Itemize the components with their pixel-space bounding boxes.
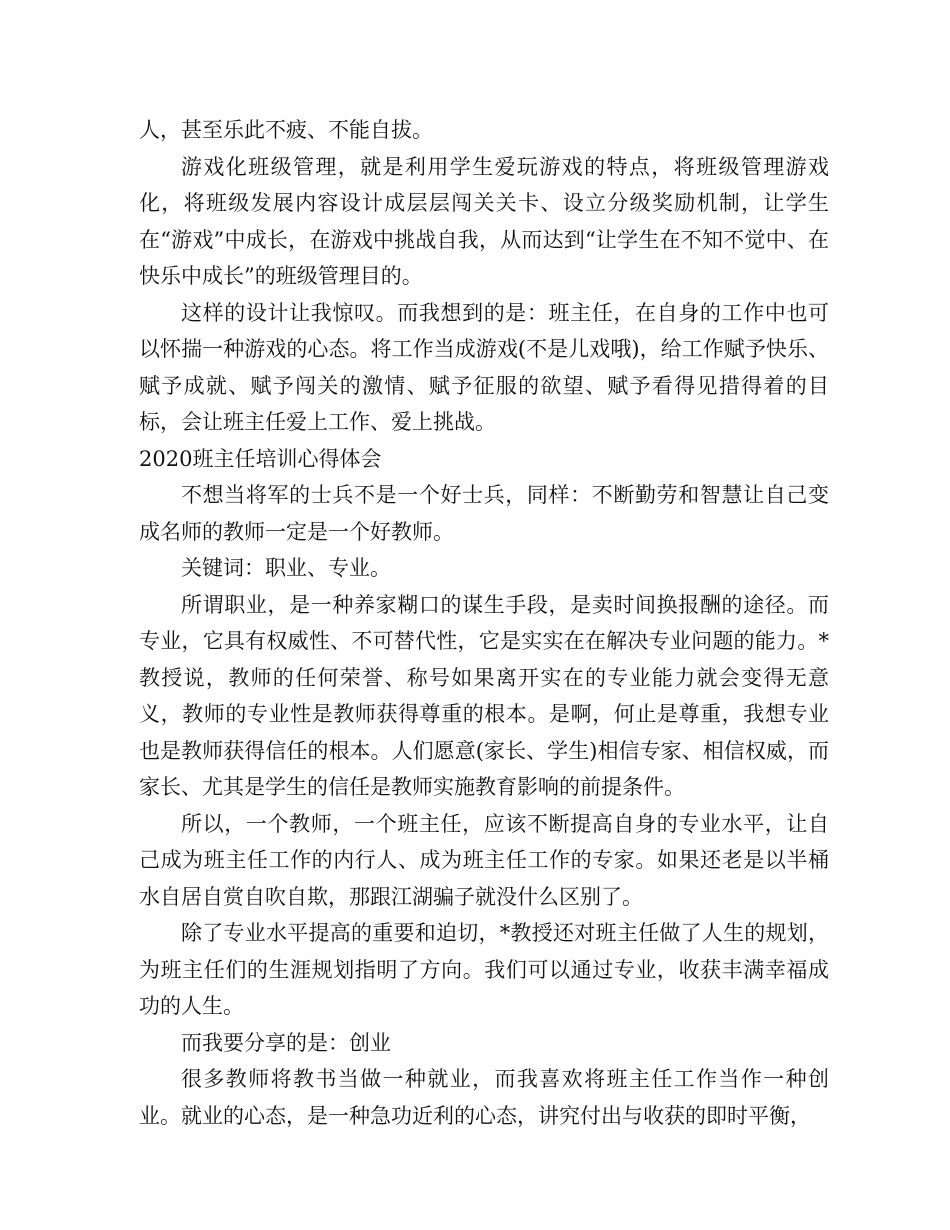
paragraph-profession: 所谓职业，是一种养家糊口的谋生手段，是卖时间换报酬的途径。而专业，它具有权威性、不可替代性，它是实实在在解决专业问题的能力。*教授说，教师的任何荣誉、称号如果离开实在的专业能力就会变得无意义，教师的专业性是教师获得尊重的根本。是啊，何止是尊重，我想专业也是教师获得信任的根本。人们愿意(家长、学生)相信专家、相信权威，而家长、尤其是学生的信任是教师实施教育影响的前提条件。 [139, 592, 829, 799]
document-body [139, 112, 829, 1134]
paragraph-gamified-management: 游戏化班级管理，就是利用学生爱玩游戏的特点，将班级管理游戏化，将班级发展内容设计成层层闯关关卡、设立分级奖励机制，让学生在“游戏”中成长，在游戏中挑战自我，从而达到“让学生在不知不觉中、在快乐中成长”的班级管理目的。 [139, 154, 829, 288]
paragraph-continued: 人，甚至乐此不疲、不能自拔。 [139, 118, 433, 142]
paragraph-entrepreneurship: 很多教师将教书当做一种就业，而我喜欢将班主任工作当作一种创业。就业的心态，是一种急功近利的心态，讲究付出与收获的即时平衡， [139, 1067, 829, 1128]
paragraph-career-planning: 除了专业水平提高的重要和迫切，*教授还对班主任做了人生的规划，为班主任们的生涯规划指明了方向。我们可以通过专业，收获丰满幸福成功的人生。 [139, 921, 829, 1018]
paragraph-game-mindset: 这样的设计让我惊叹。而我想到的是：班主任，在自身的工作中也可以怀揣一种游戏的心态。将工作当成游戏(不是儿戏哦)，给工作赋予快乐、赋予成就、赋予闯关的激情、赋予征服的欲望、赋予看得见措得着的目标，会让班主任爱上工作、爱上挑战。 [139, 300, 829, 434]
section-heading: 2020班主任培训心得体会 [139, 446, 382, 471]
paragraph-keywords: 关键词：职业、专业。 [181, 556, 391, 580]
paragraph-good-teacher: 不想当将军的士兵不是一个好士兵，同样：不断勤劳和智慧让自己变成名师的教师一定是一个好教师。 [139, 483, 829, 544]
paragraph-improve-skill: 所以，一个教师，一个班主任，应该不断提高自身的专业水平，让自己成为班主任工作的内行人、成为班主任工作的专家。如果还老是以半桶水自居自赏自吹自欺，那跟江湖骗子就没什么区别了。 [139, 811, 829, 909]
paragraph-share-intro: 而我要分享的是：创业 [181, 1030, 391, 1055]
